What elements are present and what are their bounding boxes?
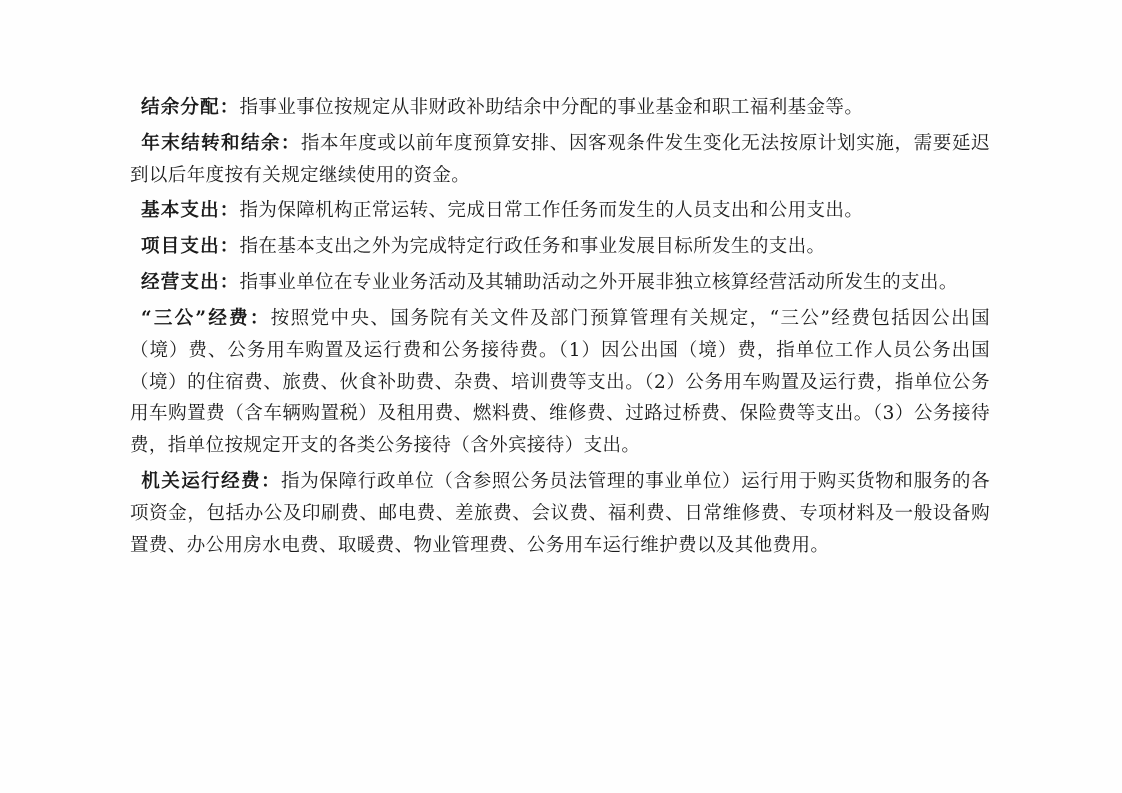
text-agency-operating-funds: 指为保障行政单位（含参照公务员法管理的事业单位）运行用于购买货物和服务的各项资金，包括办公及印刷费、邮电费、差旅费、会议费、福利费、日常维修费、专项材料及一般设备购置费、办公用房水电费、取暖费、物业管理费、公务用车运行维护费以及其他费用。 (130, 470, 990, 556)
text-operating-expenditure: 指事业单位在专业业务活动及其辅助活动之外开展非独立核算经营活动所发生的支出。 (239, 272, 958, 294)
text-three-public-funds: 按照党中央、国务院有关文件及部门预算管理有关规定，“三公”经费包括因公出国（境）费、公务用车购置及运行费和公务接待费。（1）因公出国（境）费，指单位工作人员公务出国（境）的住宿费、旅费、伙食补助费、杂费、培训费等支出。（2）公务用车购置及运行费，指单位公务用车购置费（含车辆购置税）及租用费、燃料费、维修费、过路过桥费、保险费等支出。（3）公务接待费，指单位按规定开支的各类公务接待（含外宾接待）支出。 (130, 307, 990, 457)
paragraph-year-end-carryover (130, 128, 990, 192)
term-basic-expenditure: 基本支出： (141, 200, 240, 222)
term-surplus-distribution: 结余分配： (141, 97, 240, 118)
text-basic-expenditure: 指为保障机构正常运转、完成日常工作任务而发生的人员支出和公用支出。 (239, 200, 864, 222)
term-project-expenditure: 项目支出： (141, 236, 240, 258)
term-operating-expenditure: 经营支出： (141, 272, 240, 294)
document-body (130, 92, 990, 565)
term-agency-operating-funds: 机关运行经费： (141, 470, 282, 492)
paragraph-operating-expenditure (130, 267, 990, 299)
text-surplus-distribution: 指事业事位按规定从非财政补助结余中分配的事业基金和职工福利基金等。 (239, 97, 864, 118)
paragraph-agency-operating-funds (130, 466, 990, 561)
paragraph-project-expenditure (130, 231, 990, 263)
paragraph-surplus-distribution (130, 92, 990, 124)
paragraph-three-public-funds (130, 303, 990, 462)
term-three-public-funds: “三公”经费： (141, 307, 271, 329)
text-project-expenditure: 指在基本支出之外为完成特定行政任务和事业发展目标所发生的支出。 (239, 236, 826, 258)
text-year-end-carryover: 指本年度或以前年度预算安排、因客观条件发生变化无法按原计划实施，需要延迟到以后年度按有关规定继续使用的资金。 (130, 132, 991, 186)
paragraph-basic-expenditure (130, 195, 990, 227)
term-year-end-carryover: 年末结转和结余： (141, 132, 301, 154)
